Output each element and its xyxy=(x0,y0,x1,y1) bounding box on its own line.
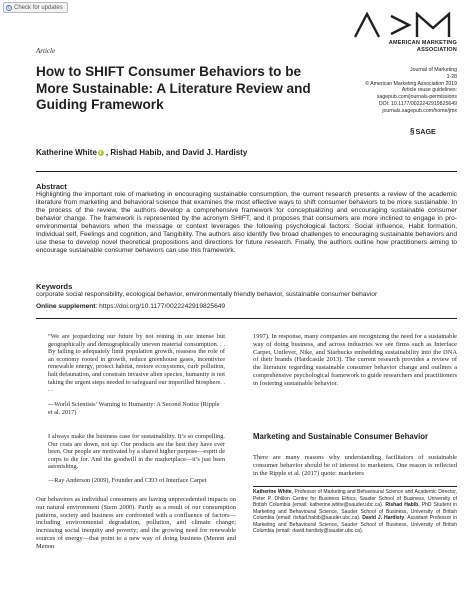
online-supplement-label: Online supplement xyxy=(36,303,96,310)
sage-mark-icon: § xyxy=(410,127,415,136)
ama-wordmark-line1: AMERICAN MARKETING xyxy=(388,40,457,46)
footnote-author-3: David J. Hardisty xyxy=(362,515,405,522)
epigraph-1-attribution: —World Scientists’ Warning to Humanity: A Second Notice (Ripple et al. 2017) xyxy=(48,401,220,416)
publisher-name: SAGE xyxy=(415,127,436,136)
journal-home-link[interactable]: journals.sagepub.com/home/jmx xyxy=(382,107,457,114)
footnote-divider xyxy=(253,486,457,487)
intro-paragraph-continued: 1997). In response, many companies are recognizing the need for a sustainable way of doing business, and across industries we see firms such as Interface Carpet, Unilever, Nike, and Starbucks embedding sustainability into the DNA of their brands (Hardcastle 2013). The current research provides a review of the literature regarding sustainable consumer behavior change and outlines a comprehensive psychological framework to guide researchers and practitioners in fostering sustainable behavior. xyxy=(253,333,457,387)
journal-info xyxy=(322,67,457,115)
online-supplement xyxy=(36,303,225,310)
update-check-icon: ↻ xyxy=(7,4,11,10)
author-list xyxy=(36,148,247,157)
article-title: How to SHIFT Consumer Behaviors to be More Sustainable: A Literature Review and Guiding Framework xyxy=(36,64,311,112)
footnote-author-1: Katherine White xyxy=(253,489,292,495)
footnote-author-2: Rishad Habib xyxy=(385,502,419,509)
footnote-author-2-text: , PhD Student in Marketing and Behavioural Science, Sauder School of Business, University of British Columbia (email: rishad.habib@sauder.ubc.ca). xyxy=(253,502,457,522)
check-for-updates-label: Check for updates xyxy=(14,4,63,11)
sage-logo xyxy=(410,127,436,136)
reuse-guidelines-label: Article reuse guidelines: xyxy=(401,87,457,94)
keywords-heading: Keywords xyxy=(36,282,73,291)
epigraph-2-attribution: —Ray Anderson (2009), Founder and CEO of Interface Carpet xyxy=(48,477,207,484)
intro-paragraph: Our behaviors as individual consumers are having unprecedented impacts on our natural environment (Stern 2000). Partly as a result of our consumption patterns, society and business are confronted with a confluence of factors—including environmental degradation, pollution, and climate change; increasing social inequity and poverty; and the growing need for renewable sources of energy—that point to a new way of doing business (Menon and Menon xyxy=(36,496,236,550)
ama-logo xyxy=(351,12,457,38)
orcid-icon[interactable] xyxy=(98,150,104,156)
author-first[interactable]: Katherine White xyxy=(36,148,97,157)
online-supplement-link[interactable]: : https://doi.org/10.1177/0022242919825649 xyxy=(95,303,226,310)
ama-wordmark xyxy=(337,40,457,54)
epigraph-2-text: I always make the business case for sustainability. It’s so compelling. Our costs are down, not up. Our products are the best they have ever been. Our people are motivated by a shared higher purpose—esprit de corps to die for. And the goodwill in the marketplace—it’s just been astonishing. xyxy=(48,433,225,471)
footnote-author-3-text: , Assistant Professor in Marketing and Behavioural Science, Sauder School of Business, University of British Columbia (email: david.hardisty@sauder.ubc.ca). xyxy=(253,515,457,535)
permissions-link[interactable]: sagepub.com/journals-permissions xyxy=(376,94,457,101)
section-heading-marketing: Marketing and Sustainable Consumer Behavior xyxy=(253,432,429,441)
page-range: 1-28 xyxy=(446,73,457,80)
article-type-label: Article xyxy=(36,47,56,55)
epigraph-1-text: “We are jeopardizing our future by not reining in our intense but geographically and demographically uneven material consumption. . . By failing to adequately limit population growth, reassess the role of an economy rooted in growth, reduce greenhouse gases, incentivize renewable energy, protect habitat, restore ecosystems, curb pollution, halt defaunation, and constrain invasive alien species, humanity is not taking the urgent steps needed to safeguard our imperilled biosphere. . . . xyxy=(48,333,225,394)
author-others: , Rishad Habib, and David J. Hardisty xyxy=(105,148,248,157)
keywords-body: corporate social responsibility, ecological behavior, environmentally friendly behavior, sustainable consumer behavior xyxy=(36,291,378,298)
section-marketing-body: There are many reasons why understanding facilitators of sustainable consumer behavior should be of interest to marketers. One reason is reflected in the Ripple et al. (2017) quote: marketers xyxy=(253,454,457,477)
author-footnote xyxy=(253,489,457,535)
doi[interactable]: DOI: 10.1177/0022242919825649 xyxy=(378,100,457,107)
journal-name: Journal of Marketing xyxy=(410,67,457,73)
footnote-author-1-text: , Professor of Marketing and Behavioural Science and Academic Director, Peter P. Dhillon Centre for Business Ethics, Sauder School of Business, University of British Columbia (email: katherine.white@sauder.ubc.ca). xyxy=(253,489,458,509)
check-for-updates-badge[interactable] xyxy=(3,2,68,13)
divider-bottom xyxy=(36,318,457,319)
divider-top xyxy=(36,171,457,172)
copyright: © American Marketing Association 2019 xyxy=(365,80,457,87)
abstract-body: Highlighting the important role of marketing in encouraging sustainable consumption, the current research presents a review of the academic literature from marketing and behavioral science that examines the most effective ways to shift consumer behaviors to be more sustainable. In the process of the review, the authors develop a comprehensive framework for conceptualizing and encouraging sustainable consumer behavior change. The framework is represented by the acronym SHIFT, and it proposes that consumers are more inclined to engage in pro-environmental behaviors when the message or context leverages the following psychological factors: Social influence, Habit formation, Individual self, Feelings and cognition, and Tangibility. The authors also identify five broad challenges to encouraging sustainable behaviors and use these to develop novel theoretical propositions and directions for future research. Finally, the authors outline how practitioners aiming to encourage sustainable consumer behaviors can use this framework. xyxy=(36,190,457,254)
ama-wordmark-line2: ASSOCIATION xyxy=(416,47,457,53)
abstract-heading: Abstract xyxy=(36,182,67,191)
